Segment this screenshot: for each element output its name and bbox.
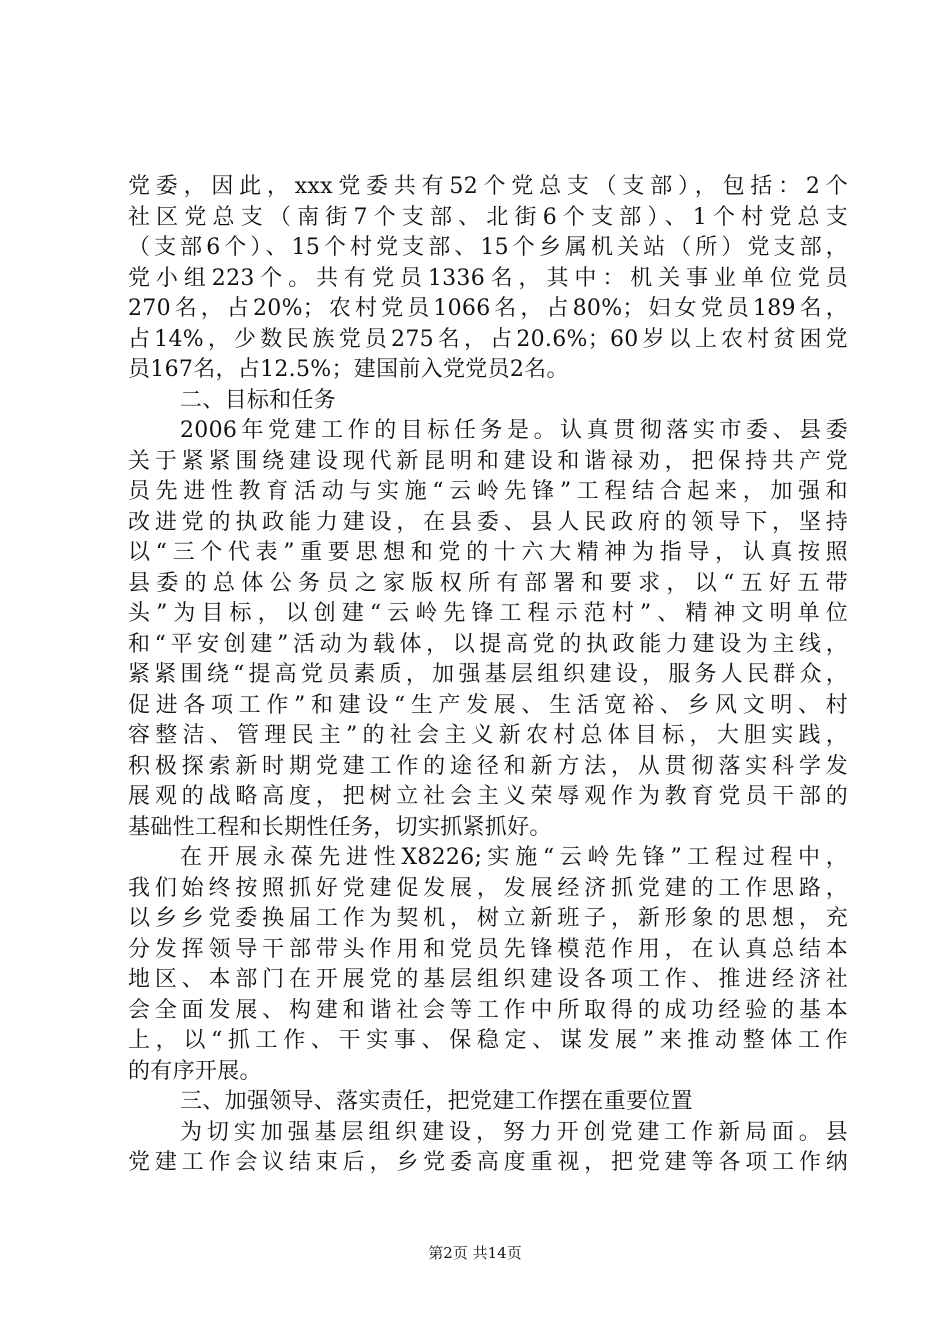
- text-line: 2006年党建工作的目标任务是。认真贯彻落实市委、县委: [180, 418, 848, 443]
- text-line: 党小组223个。共有党员1336名，其中：机关事业单位党员: [128, 265, 848, 291]
- text-line: 促进各项工作”和建设“生产发展、生活宽裕、乡风文明、村: [128, 692, 848, 718]
- text-line: 紧紧围绕“提高党员素质，加强基层组织建设，服务人民群众，: [128, 662, 848, 687]
- page-footer: 第2页 共14页: [428, 1244, 522, 1262]
- text-line: 展观的战略高度，把树立社会主义荣辱观作为教育党员干部的: [128, 784, 848, 809]
- section-heading: 二、目标和任务: [180, 387, 337, 413]
- text-line: 270名，占20%；农村党员1066名，占80%；妇女党员189名，: [128, 296, 848, 321]
- text-line: 为切实加强基层组织建设，努力开创党建工作新局面。县: [180, 1119, 848, 1145]
- text-line: 改进党的执政能力建设，在县委、县人民政府的领导下，坚持: [128, 509, 848, 535]
- text-line: 关于紧紧围绕建设现代新昆明和建设和谐禄劝，把保持共产党: [128, 448, 848, 474]
- text-line: （支部6个）、15个村党支部、15个乡属机关站（所）党支部，: [128, 235, 848, 260]
- text-line: 和“平安创建”活动为载体，以提高党的执政能力建设为主线，: [128, 631, 848, 657]
- text-line: 地区、本部门在开展党的基层组织建设各项工作、推进经济社: [128, 967, 848, 992]
- text-line: 县委的总体公务员之家版权所有部署和要求，以“五好五带: [128, 570, 848, 596]
- text-line: 社区党总支（南街7个支部、北街6个支部）、1个村党总支: [128, 204, 848, 230]
- text-line: 上，以“抓工作、干实事、保稳定、谋发展”来推动整体工作: [128, 1028, 848, 1053]
- text-line: 以“三个代表”重要思想和党的十六大精神为指导，认真按照: [128, 540, 848, 565]
- text-line: 容整洁、管理民主”的社会主义新农村总体目标，大胆实践，: [128, 723, 848, 748]
- text-line: 头”为目标，以创建“云岭先锋工程示范村”、精神文明单位: [128, 601, 848, 626]
- text-line: 员167名，占12.5%；建国前入党党员2名。: [128, 357, 569, 382]
- text-line: 以乡乡党委换届工作为契机，树立新班子，新形象的思想，充: [128, 906, 848, 931]
- text-line: 的有序开展。: [128, 1058, 262, 1084]
- document-body: [128, 172, 848, 1179]
- text-line: 基础性工程和长期性任务，切实抓紧抓好。: [128, 814, 552, 840]
- text-line: 积极探索新时期党建工作的途径和新方法，从贯彻落实科学发: [128, 753, 848, 779]
- text-line: 占14%，少数民族党员275名，占20.6%；60岁以上农村贫困党: [128, 326, 848, 352]
- text-line: 我们始终按照抓好党建促发展，发展经济抓党建的工作思路，: [128, 875, 848, 901]
- text-line: 党建工作会议结束后，乡党委高度重视，把党建等各项工作纳: [128, 1150, 848, 1175]
- text-line: 会全面发展、构建和谐社会等工作中所取得的成功经验的基本: [128, 997, 848, 1023]
- section-heading: 三、加强领导、落实责任，把党建工作摆在重要位置: [180, 1089, 693, 1114]
- text-line: 员先进性教育活动与实施“云岭先锋”工程结合起来，加强和: [128, 479, 848, 504]
- text-line: 在开展永葆先进性X8226;实施“云岭先锋”工程过程中，: [180, 845, 848, 870]
- text-line: 党委，因此，xxx党委共有52个党总支（支部），包括：2个: [128, 174, 848, 199]
- text-line: 分发挥领导干部带头作用和党员先锋模范作用，在认真总结本: [128, 936, 848, 962]
